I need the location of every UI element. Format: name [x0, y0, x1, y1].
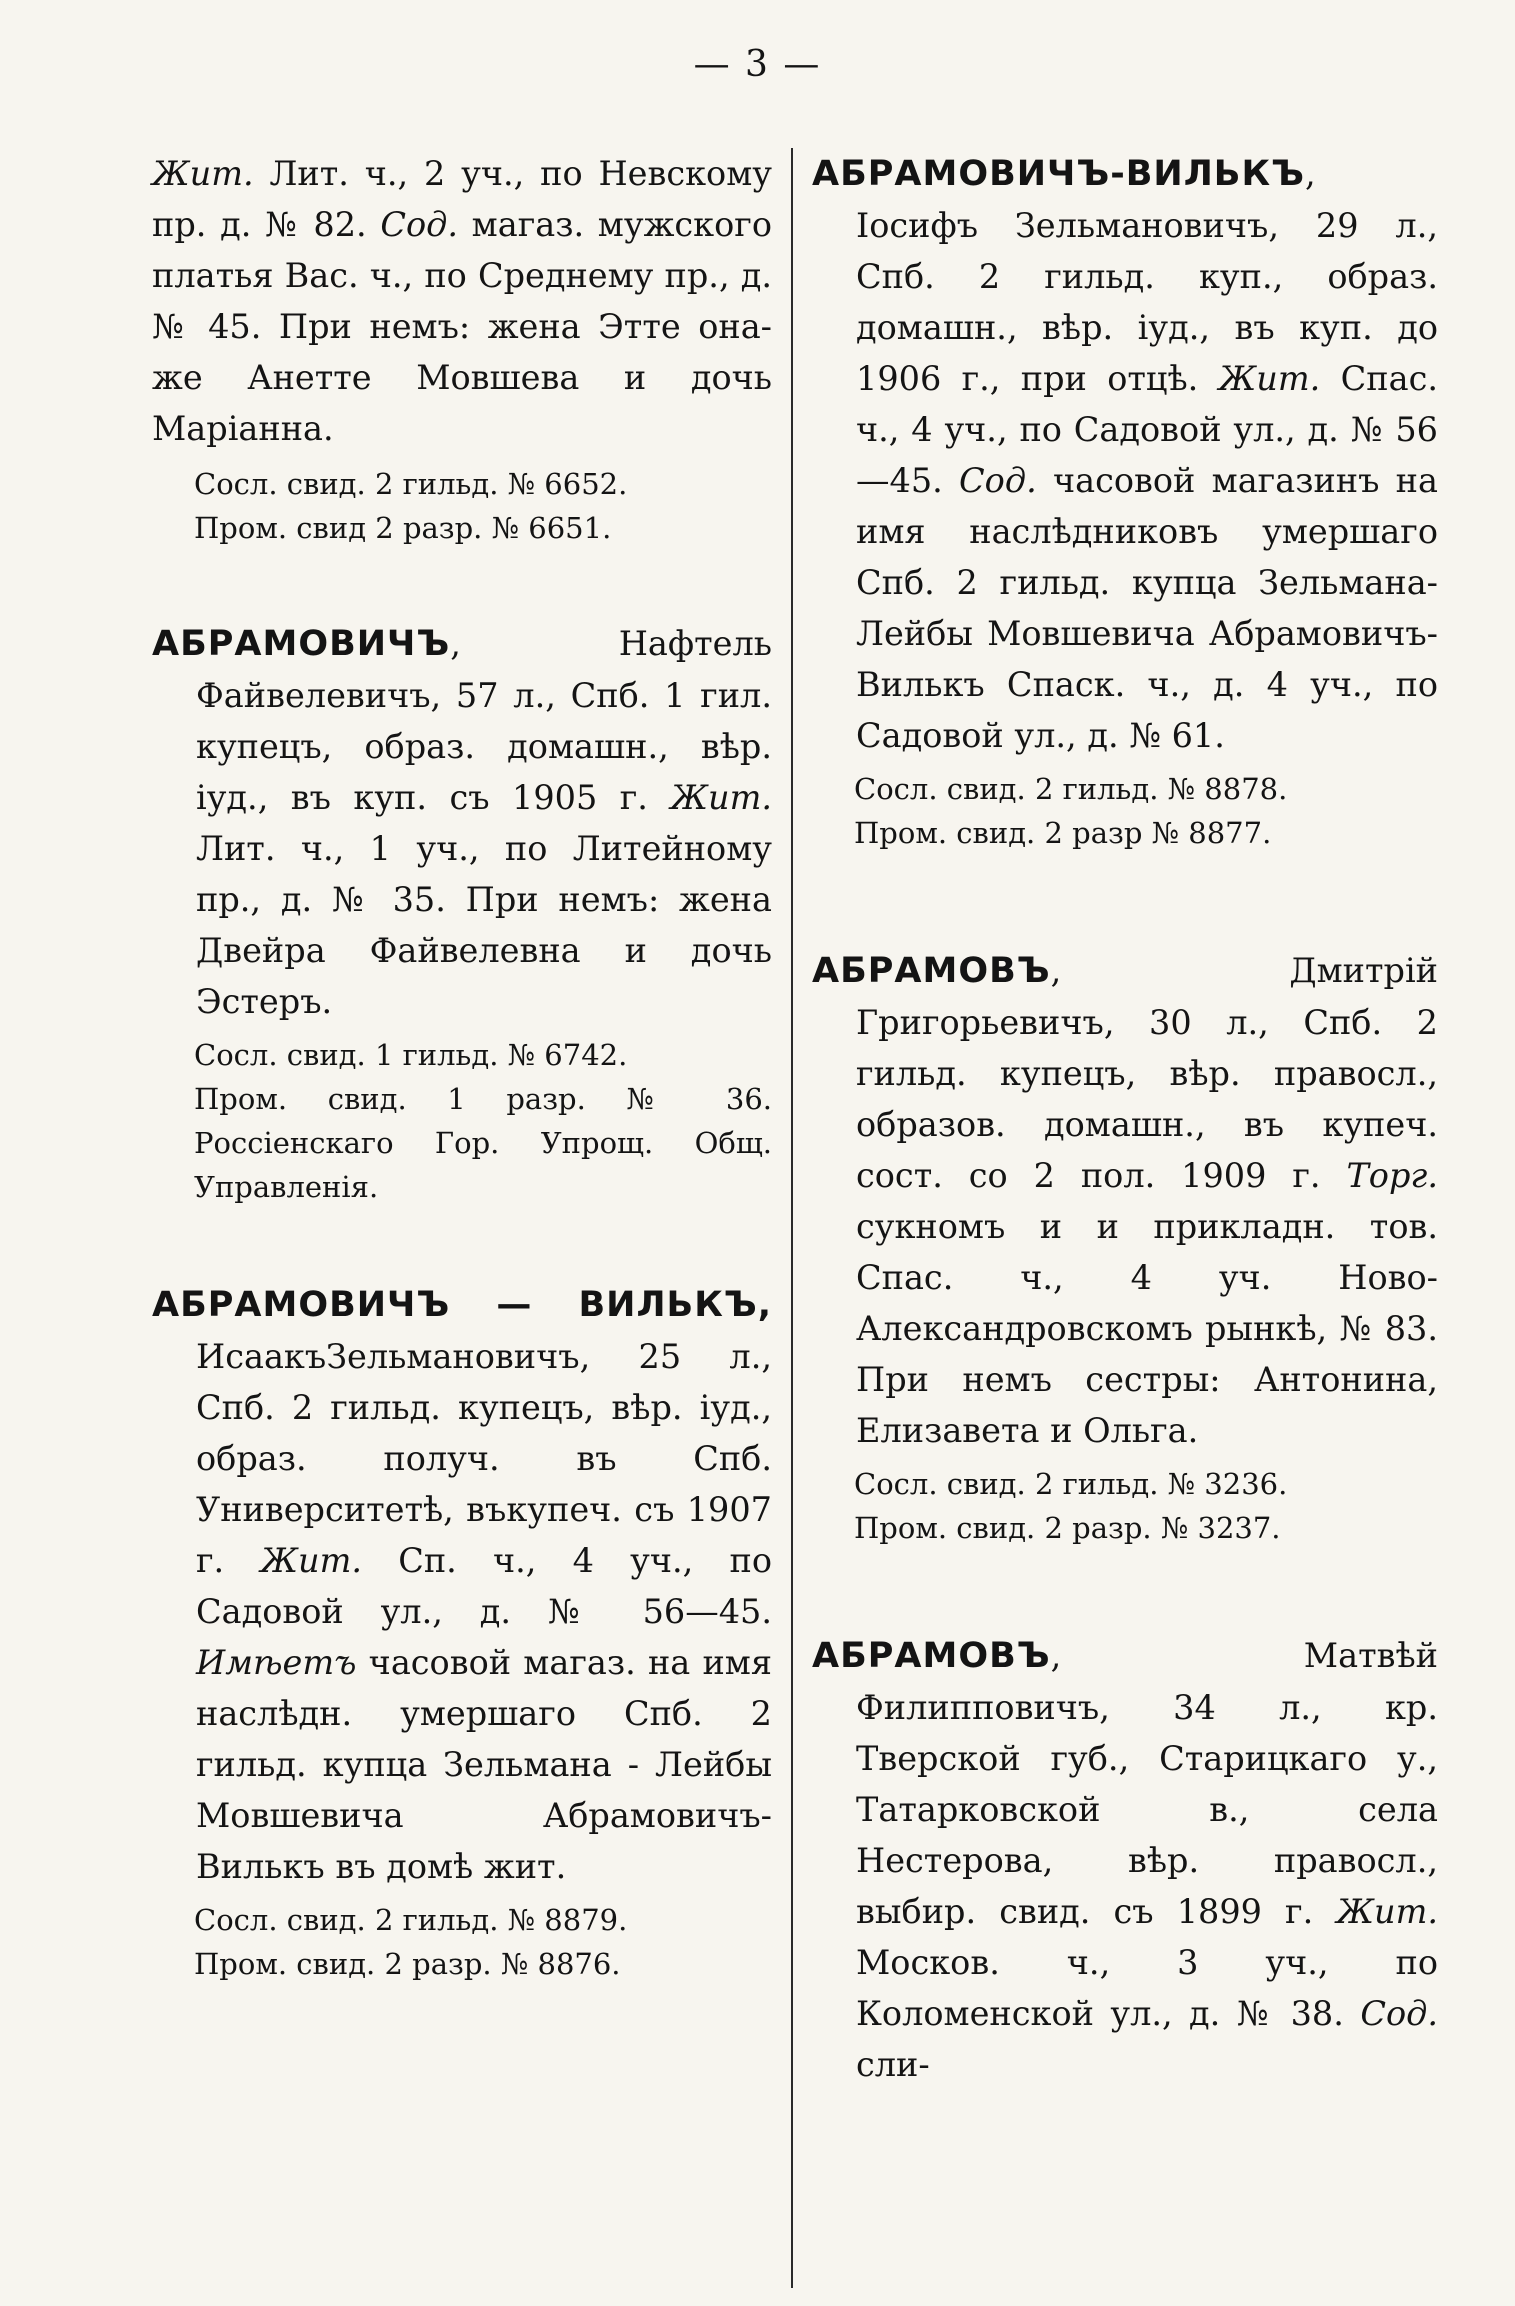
italic-abbrev: Сод.: [959, 461, 1037, 500]
italic-abbrev: Жит.: [1218, 359, 1321, 398]
right-column: [812, 148, 1438, 2090]
italic-abbrev: Сод.: [1360, 1994, 1438, 2033]
italic-abbrev: Жит.: [1336, 1892, 1438, 1931]
entry-abramovich-vilk-isaak: [152, 1279, 772, 1986]
entry-text: , Матвѣй Филипповичъ, 34 л., кр. Тверской губ., Старицкаго у., Татарковской в., села Нестерова, вѣр. правосл., выбир. свид. съ 1899 г.: [856, 1636, 1438, 1931]
entry-body: [152, 1279, 772, 1892]
certificate-note: Сосл. свид. 2 гильд. № 8878.: [854, 772, 1288, 806]
italic-abbrev: Торг.: [1346, 1156, 1438, 1195]
entry-text: , Дмитрій Григорьевичъ, 30 л., Спб. 2 гильд. купецъ, вѣр. правосл., образов. домашн., въ купеч. сост. со 2 пол. 1909 г.: [856, 951, 1438, 1195]
entry-text: магаз. мужского платья Вас. ч., по Среднему пр., д. № 45. При немъ: жена Этте она-же Анетте Мовшева и дочь Маріанна.: [152, 205, 772, 448]
italic-abbrev: Жит.: [152, 154, 254, 193]
page-number: — 3 —: [693, 44, 822, 85]
entry-text: Лит. ч., 2 уч., по Невскому пр. д. № 82.: [152, 154, 772, 244]
entry-heading: АБРАМОВИЧЪ — ВИЛЬКЪ,: [152, 1285, 772, 1325]
entry-abramovich-naftel: [152, 618, 772, 1209]
entry-text: Сп. ч., 4 уч., по Садовой ул., д. № 56—45.: [196, 1541, 772, 1631]
entry-text: ИсаакъЗельмановичъ, 25 л., Спб. 2 гильд. купецъ, вѣр. іуд., образ. получ. въ Спб. Университетѣ, въкупеч. съ 1907 г.: [196, 1337, 772, 1580]
entry-text: , Нафтель Файвелевичъ, 57 л., Спб. 1 гил. купецъ, образ. домашн., вѣр. іуд., въ куп. съ 1905 г.: [196, 624, 772, 817]
certificate-note: Пром. свид. 2 разр. № 3237.: [854, 1511, 1281, 1545]
entry-body: [152, 618, 772, 1027]
italic-abbrev: Имѣетъ: [196, 1643, 357, 1682]
entry-text: часовой магазинъ на имя наслѣдниковъ умершаго Спб. 2 гильд. купца Зельмана-Лейбы Мовшевича Абрамовичъ-Вилькъ Спаск. ч., д. 4 уч., по Садовой ул., д. № 61.: [856, 461, 1438, 755]
entry-text: Москов. ч., 3 уч., по Коломенской ул., д. № 38.: [856, 1943, 1438, 2033]
entry-abramov-dmitry: [812, 945, 1438, 1550]
certificate-note: Сосл. свид. 1 гильд. № 6742.: [194, 1038, 628, 1072]
certificate-note: Пром. свид. 1 разр. № 36. Россіенскаго Гор. Упрощ. Общ. Управленія.: [194, 1082, 772, 1204]
entry-heading: АБРАМОВИЧЪ: [152, 624, 451, 664]
entry-heading: АБРАМОВЪ: [812, 1636, 1051, 1676]
certificate-note: Пром. свид 2 разр. № 6651.: [194, 511, 612, 545]
entry-heading: АБРАМОВЪ: [812, 951, 1051, 991]
entry-text: часовой магаз. на имя наслѣдн. умершаго Спб. 2 гильд. купца Зельмана - Лейбы Мовшевича Абрамовичъ-Вилькъ въ домѣ жит.: [196, 1643, 772, 1886]
entry-continuation: [152, 148, 772, 550]
column-divider: [791, 148, 793, 2288]
entry-heading: АБРАМОВИЧЪ-ВИЛЬКЪ: [812, 154, 1305, 194]
left-column: [152, 148, 772, 1986]
certificate-note: Сосл. свид. 2 гильд. № 6652.: [194, 467, 628, 501]
entry-text: Лит. ч., 1 уч., по Литейному пр., д. № 35. При немъ: жена Двейра Файвелевна и дочь Эстеръ.: [196, 829, 772, 1021]
entry-text: , Іосифъ Зельмановичъ, 29 л., Спб. 2 гильд. куп., образ. домашн., вѣр. іуд., въ куп. до 1906 г., при отцѣ.: [856, 154, 1438, 398]
certificate-note: Пром. свид. 2 разр. № 8876.: [194, 1947, 621, 1981]
entry-text: сли-: [856, 2045, 930, 2084]
entry-body: [152, 148, 772, 454]
italic-abbrev: Сод.: [380, 205, 459, 244]
entry-abramov-matvey: [812, 1630, 1438, 2090]
certificate-note: Сосл. свид. 2 гильд. № 8879.: [194, 1903, 628, 1937]
entry-body: [812, 1630, 1438, 2090]
entry-abramovich-vilk-iosif: [812, 148, 1438, 855]
entry-body: [812, 148, 1438, 761]
certificate-note: Сосл. свид. 2 гильд. № 3236.: [854, 1467, 1288, 1501]
entry-text: Спас. ч., 4 уч., по Садовой ул., д. № 56—45.: [856, 359, 1438, 500]
entry-body: [812, 945, 1438, 1456]
italic-abbrev: Жит.: [260, 1541, 363, 1580]
certificate-note: Пром. свид. 2 разр № 8877.: [854, 816, 1272, 850]
entry-text: сукномъ и и прикладн. тов. Спас. ч., 4 уч. Ново-Александровскомъ рынкѣ, № 83. При немъ сестры: Антонина, Елизавета и Ольга.: [856, 1207, 1438, 1450]
italic-abbrev: Жит.: [670, 778, 772, 817]
